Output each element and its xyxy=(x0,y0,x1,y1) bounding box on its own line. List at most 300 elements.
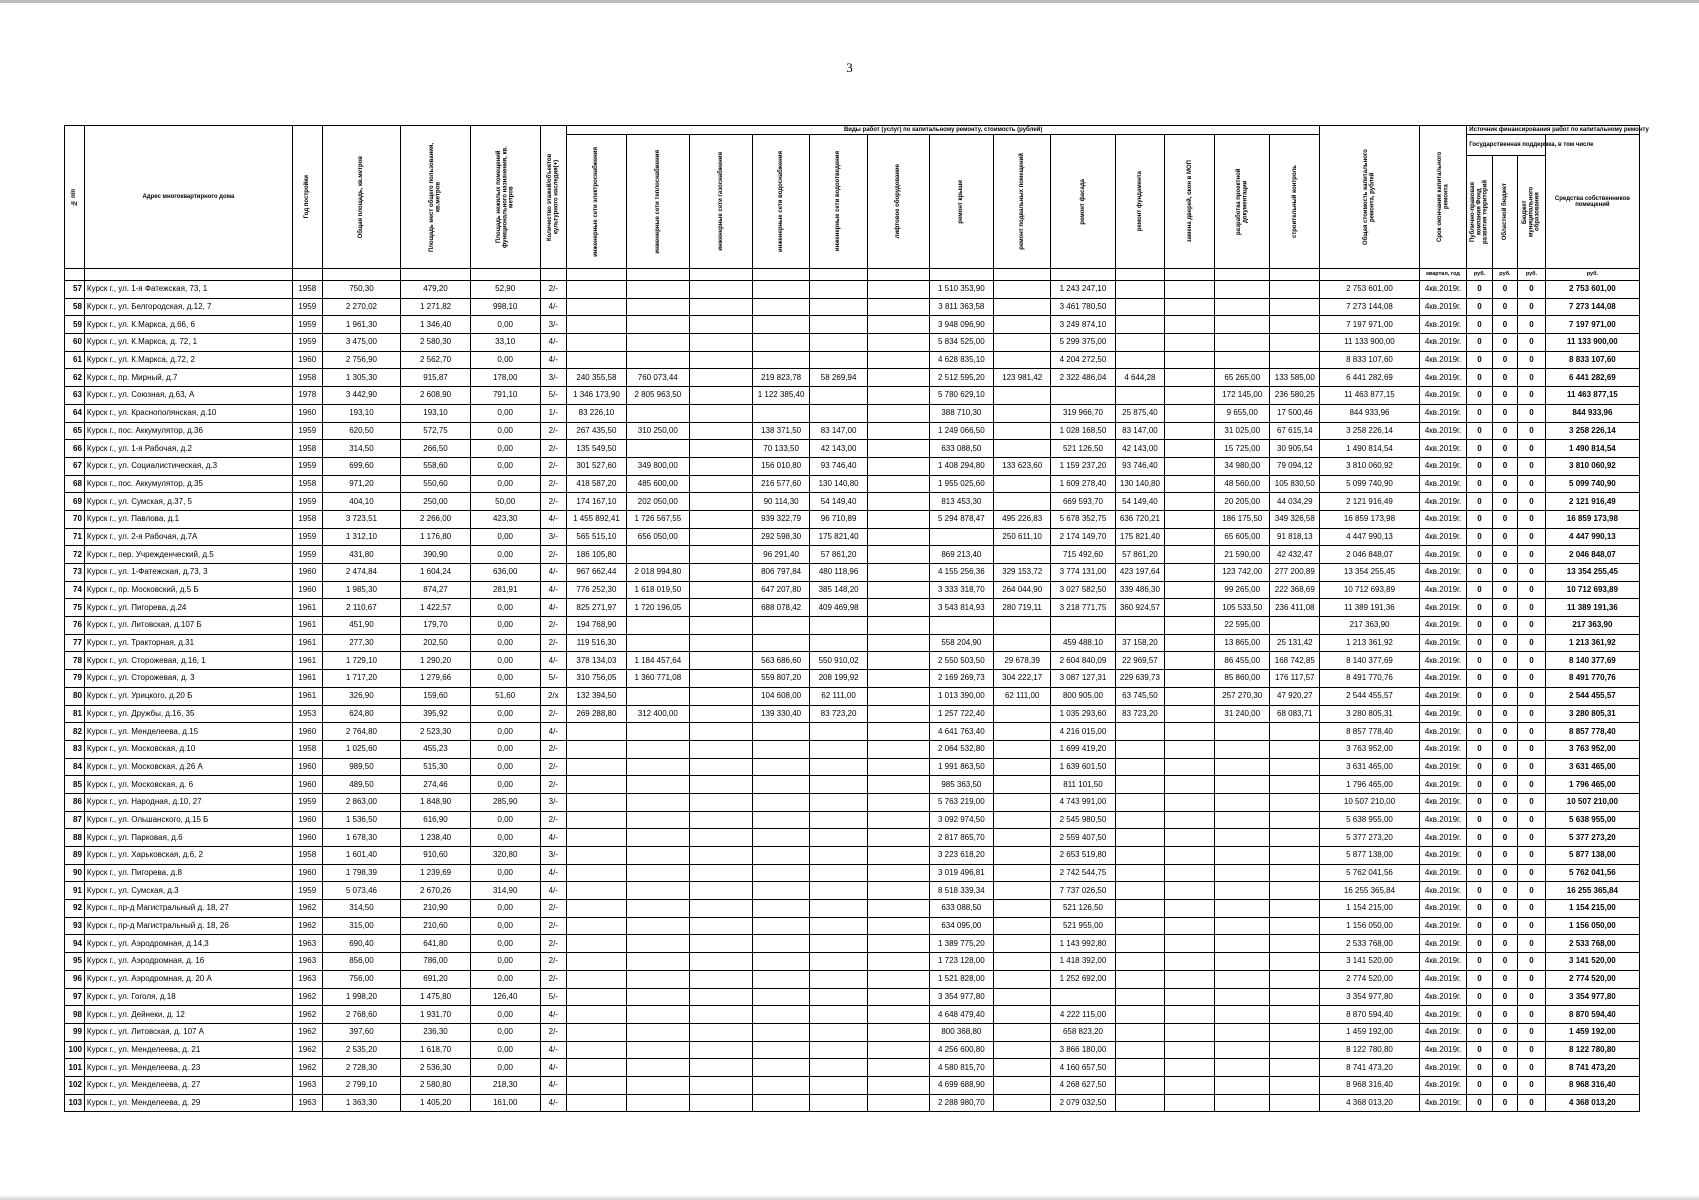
row-deadline: 4кв.2019г. xyxy=(1419,457,1467,475)
row-common-area: 1 279,66 xyxy=(401,670,471,688)
row-municipal: 0 xyxy=(1518,457,1546,475)
row-work-cost xyxy=(810,298,868,316)
row-number: 102 xyxy=(65,1076,85,1094)
row-regional: 0 xyxy=(1492,298,1517,316)
row-work-cost: 236 411,08 xyxy=(1270,599,1320,617)
row-work-cost: 91 818,13 xyxy=(1270,528,1320,546)
row-number: 68 xyxy=(65,475,85,493)
table-row xyxy=(65,882,1640,900)
row-work-cost xyxy=(993,970,1051,988)
row-work-cost xyxy=(867,440,929,458)
row-work-cost: 4 155 256,36 xyxy=(929,564,993,582)
row-total-cost: 3 258 226,14 xyxy=(1320,422,1420,440)
row-work-cost xyxy=(1051,387,1115,405)
row-work-cost: 68 083,71 xyxy=(1270,705,1320,723)
row-work-cost xyxy=(752,900,810,918)
row-work-cost: 636 720,21 xyxy=(1115,510,1165,528)
row-work-cost xyxy=(752,970,810,988)
col-work-header: инженерные сети электроснабжения xyxy=(567,135,627,269)
row-work-cost xyxy=(1270,953,1320,971)
col-floors-header: Количество этажей/объектов культурного наследия(+) xyxy=(540,126,567,269)
row-work-cost xyxy=(567,316,627,334)
row-common-area: 2 523,30 xyxy=(401,723,471,741)
row-work-cost xyxy=(567,935,627,953)
row-work-cost xyxy=(689,475,752,493)
row-work-cost: 5 763 219,00 xyxy=(929,793,993,811)
row-number: 100 xyxy=(65,1041,85,1059)
row-work-cost xyxy=(689,829,752,847)
row-regional: 0 xyxy=(1492,1094,1517,1112)
row-total-cost: 16 255 365,84 xyxy=(1320,882,1420,900)
row-work-cost xyxy=(689,917,752,935)
row-address: Курск г., пр-д Магистральный д. 18, 27 xyxy=(84,900,292,918)
row-work-cost: 1 035 293,60 xyxy=(1051,705,1115,723)
table-row xyxy=(65,917,1640,935)
row-nonres-area: 0,00 xyxy=(470,634,540,652)
row-floors: 2/- xyxy=(540,970,567,988)
row-work-cost xyxy=(567,1076,627,1094)
row-deadline: 4кв.2019г. xyxy=(1419,723,1467,741)
row-common-area: 479,20 xyxy=(401,281,471,299)
row-floors: 4/- xyxy=(540,599,567,617)
row-total-area: 2 756,90 xyxy=(322,351,401,369)
row-work-cost xyxy=(929,528,993,546)
row-work-cost xyxy=(1115,811,1165,829)
row-municipal: 0 xyxy=(1518,281,1546,299)
row-work-cost: 3 354 977,80 xyxy=(929,988,993,1006)
row-year: 1961 xyxy=(292,652,322,670)
row-address: Курск г., ул. Пигорева, д.8 xyxy=(84,864,292,882)
row-work-cost: 9 655,00 xyxy=(1215,404,1270,422)
row-year: 1961 xyxy=(292,687,322,705)
col-common-area-header: Площадь мест общего пользования, кв.метров xyxy=(401,126,471,269)
row-work-cost xyxy=(993,705,1051,723)
row-nonres-area: 218,30 xyxy=(470,1076,540,1094)
row-work-cost xyxy=(1165,935,1215,953)
row-deadline: 4кв.2019г. xyxy=(1419,652,1467,670)
row-year: 1962 xyxy=(292,1041,322,1059)
page-number: 3 xyxy=(846,60,853,75)
row-regional: 0 xyxy=(1492,599,1517,617)
row-work-cost xyxy=(689,1023,752,1041)
row-owners: 1 154 215,00 xyxy=(1545,900,1639,918)
row-deadline: 4кв.2019г. xyxy=(1419,740,1467,758)
row-municipal: 0 xyxy=(1518,440,1546,458)
row-municipal: 0 xyxy=(1518,953,1546,971)
row-work-cost xyxy=(626,917,689,935)
row-municipal: 0 xyxy=(1518,369,1546,387)
row-municipal: 0 xyxy=(1518,740,1546,758)
row-floors: 5/- xyxy=(540,670,567,688)
row-work-cost: 105 533,50 xyxy=(1215,599,1270,617)
row-total-area: 1 601,40 xyxy=(322,847,401,865)
col-num-header: № п/п xyxy=(65,126,85,269)
row-total-area: 1 536,50 xyxy=(322,811,401,829)
row-work-cost xyxy=(689,670,752,688)
row-work-cost: 2 322 486,04 xyxy=(1051,369,1115,387)
row-work-cost xyxy=(1165,670,1215,688)
row-year: 1959 xyxy=(292,546,322,564)
row-work-cost xyxy=(1270,864,1320,882)
row-total-cost: 217 363,90 xyxy=(1320,617,1420,635)
row-work-cost xyxy=(810,1041,868,1059)
row-work-cost xyxy=(626,988,689,1006)
row-floors: 2/- xyxy=(540,422,567,440)
col-nonres-area-header: Площадь нежилых помещений функционального назначения, кв. метров xyxy=(470,126,540,269)
row-total-area: 971,20 xyxy=(322,475,401,493)
row-work-cost: 1 243 247,10 xyxy=(1051,281,1115,299)
row-work-cost xyxy=(867,953,929,971)
row-work-cost xyxy=(689,740,752,758)
row-nonres-area: 0,00 xyxy=(470,404,540,422)
row-year: 1959 xyxy=(292,457,322,475)
row-fund: 0 xyxy=(1467,369,1492,387)
row-owners: 8 122 780,80 xyxy=(1545,1041,1639,1059)
row-work-cost xyxy=(867,1059,929,1077)
row-fund: 0 xyxy=(1467,793,1492,811)
row-regional: 0 xyxy=(1492,510,1517,528)
row-work-cost: 8 518 339,34 xyxy=(929,882,993,900)
row-work-cost: 521 126,50 xyxy=(1051,440,1115,458)
row-floors: 3/- xyxy=(540,528,567,546)
row-work-cost xyxy=(626,723,689,741)
row-work-cost xyxy=(752,334,810,352)
row-address: Курск г., пос. Аккумулятор, д.35 xyxy=(84,475,292,493)
row-year: 1959 xyxy=(292,298,322,316)
row-total-cost: 5 762 041,56 xyxy=(1320,864,1420,882)
row-work-cost: 800 905,00 xyxy=(1051,687,1115,705)
col-work-header: разработка проектной документации xyxy=(1215,135,1270,269)
row-work-cost xyxy=(567,723,627,741)
row-work-cost: 939 322,79 xyxy=(752,510,810,528)
row-total-area: 193,10 xyxy=(322,404,401,422)
row-address: Курск г., ул. Гоголя, д.18 xyxy=(84,988,292,1006)
col-regional-header: Областной бюджет xyxy=(1492,156,1517,269)
row-number: 93 xyxy=(65,917,85,935)
row-owners: 3 810 060,92 xyxy=(1545,457,1639,475)
row-fund: 0 xyxy=(1467,864,1492,882)
row-common-area: 1 931,70 xyxy=(401,1006,471,1024)
row-nonres-area: 0,00 xyxy=(470,316,540,334)
row-work-cost: 1 013 390,00 xyxy=(929,687,993,705)
row-work-cost xyxy=(1270,935,1320,953)
row-work-cost xyxy=(626,847,689,865)
row-total-area: 1 798,39 xyxy=(322,864,401,882)
row-deadline: 4кв.2019г. xyxy=(1419,634,1467,652)
row-fund: 0 xyxy=(1467,1094,1492,1112)
row-work-cost xyxy=(810,404,868,422)
table-row xyxy=(65,457,1640,475)
col-address-header: Адрес многоквартирного дома xyxy=(84,126,292,269)
row-nonres-area: 51,60 xyxy=(470,687,540,705)
row-floors: 2/- xyxy=(540,758,567,776)
row-work-cost: 3 027 582,50 xyxy=(1051,581,1115,599)
row-work-cost xyxy=(810,776,868,794)
row-work-cost xyxy=(810,953,868,971)
row-fund: 0 xyxy=(1467,776,1492,794)
row-owners: 1 459 192,00 xyxy=(1545,1023,1639,1041)
row-nonres-area: 285,90 xyxy=(470,793,540,811)
row-fund: 0 xyxy=(1467,829,1492,847)
row-common-area: 2 562,70 xyxy=(401,351,471,369)
row-number: 99 xyxy=(65,1023,85,1041)
row-work-cost: 2 559 407,50 xyxy=(1051,829,1115,847)
table-row xyxy=(65,422,1640,440)
row-work-cost xyxy=(626,776,689,794)
row-work-cost xyxy=(1215,281,1270,299)
row-number: 57 xyxy=(65,281,85,299)
row-address: Курск г., ул. Менделеева, д. 29 xyxy=(84,1094,292,1112)
row-work-cost xyxy=(1270,281,1320,299)
row-total-area: 1 312,10 xyxy=(322,528,401,546)
row-work-cost xyxy=(1215,811,1270,829)
row-owners: 8 741 473,20 xyxy=(1545,1059,1639,1077)
row-year: 1961 xyxy=(292,599,322,617)
row-work-cost: 669 593,70 xyxy=(1051,493,1115,511)
row-work-cost xyxy=(1270,1006,1320,1024)
row-owners: 2 046 848,07 xyxy=(1545,546,1639,564)
row-work-cost: 1 252 692,00 xyxy=(1051,970,1115,988)
row-work-cost xyxy=(1270,776,1320,794)
row-municipal: 0 xyxy=(1518,1094,1546,1112)
row-work-cost xyxy=(1165,811,1215,829)
row-work-cost: 2 079 032,50 xyxy=(1051,1094,1115,1112)
row-work-cost xyxy=(867,387,929,405)
unit-rub: руб. xyxy=(1467,269,1492,281)
row-fund: 0 xyxy=(1467,422,1492,440)
row-total-cost: 844 933,96 xyxy=(1320,404,1420,422)
row-work-cost: 2 174 149,70 xyxy=(1051,528,1115,546)
row-total-area: 690,40 xyxy=(322,935,401,953)
col-work-header: ремонт крыши xyxy=(929,135,993,269)
row-floors: 4/- xyxy=(540,334,567,352)
row-work-cost xyxy=(567,811,627,829)
row-number: 91 xyxy=(65,882,85,900)
row-work-cost: 86 455,00 xyxy=(1215,652,1270,670)
row-work-cost xyxy=(626,953,689,971)
row-total-area: 2 863,00 xyxy=(322,793,401,811)
row-municipal: 0 xyxy=(1518,864,1546,882)
row-deadline: 4кв.2019г. xyxy=(1419,422,1467,440)
row-fund: 0 xyxy=(1467,528,1492,546)
row-nonres-area: 0,00 xyxy=(470,440,540,458)
row-work-cost xyxy=(1270,882,1320,900)
row-work-cost xyxy=(689,617,752,635)
row-municipal: 0 xyxy=(1518,900,1546,918)
row-municipal: 0 xyxy=(1518,528,1546,546)
row-work-cost: 409 469,98 xyxy=(810,599,868,617)
row-number: 79 xyxy=(65,670,85,688)
table-row xyxy=(65,793,1640,811)
row-floors: 2/- xyxy=(540,1023,567,1041)
row-work-cost xyxy=(810,758,868,776)
row-floors: 4/- xyxy=(540,1041,567,1059)
row-work-cost: 1 609 278,40 xyxy=(1051,475,1115,493)
row-work-cost xyxy=(1165,422,1215,440)
table-row xyxy=(65,617,1640,635)
row-year: 1961 xyxy=(292,634,322,652)
row-nonres-area: 791,10 xyxy=(470,387,540,405)
row-owners: 3 258 226,14 xyxy=(1545,422,1639,440)
row-work-cost xyxy=(1165,316,1215,334)
row-work-cost xyxy=(867,687,929,705)
row-work-cost xyxy=(1215,882,1270,900)
row-work-cost xyxy=(993,493,1051,511)
table-row xyxy=(65,829,1640,847)
row-municipal: 0 xyxy=(1518,847,1546,865)
row-work-cost xyxy=(689,687,752,705)
row-work-cost: 2 604 840,09 xyxy=(1051,652,1115,670)
row-work-cost xyxy=(993,847,1051,865)
row-year: 1978 xyxy=(292,387,322,405)
row-work-cost: 3 811 363,58 xyxy=(929,298,993,316)
row-regional: 0 xyxy=(1492,935,1517,953)
row-work-cost: 329 153,72 xyxy=(993,564,1051,582)
row-work-cost: 3 333 318,70 xyxy=(929,581,993,599)
row-work-cost xyxy=(689,564,752,582)
col-work-header: инженерные сети водоотведения xyxy=(810,135,868,269)
row-work-cost: 42 143,00 xyxy=(1115,440,1165,458)
row-address: Курск г., ул. Дружбы, д.16, 35 xyxy=(84,705,292,723)
row-work-cost: 3 774 131,00 xyxy=(1051,564,1115,582)
row-work-cost xyxy=(689,953,752,971)
row-fund: 0 xyxy=(1467,440,1492,458)
row-municipal: 0 xyxy=(1518,581,1546,599)
row-number: 78 xyxy=(65,652,85,670)
row-work-cost xyxy=(567,1041,627,1059)
row-fund: 0 xyxy=(1467,723,1492,741)
row-work-cost xyxy=(567,1006,627,1024)
row-work-cost xyxy=(810,988,868,1006)
row-work-cost: 83 723,20 xyxy=(1115,705,1165,723)
row-work-cost xyxy=(867,705,929,723)
row-total-area: 750,30 xyxy=(322,281,401,299)
row-work-cost xyxy=(626,617,689,635)
row-work-cost xyxy=(810,723,868,741)
row-nonres-area: 0,00 xyxy=(470,617,540,635)
row-fund: 0 xyxy=(1467,281,1492,299)
row-work-cost xyxy=(1270,988,1320,1006)
row-work-cost xyxy=(1115,281,1165,299)
unit-rub: руб. xyxy=(1545,269,1639,281)
row-municipal: 0 xyxy=(1518,422,1546,440)
row-deadline: 4кв.2019г. xyxy=(1419,988,1467,1006)
row-common-area: 910,60 xyxy=(401,847,471,865)
row-owners: 2 753 601,00 xyxy=(1545,281,1639,299)
row-work-cost: 967 662,44 xyxy=(567,564,627,582)
row-number: 65 xyxy=(65,422,85,440)
row-year: 1958 xyxy=(292,369,322,387)
row-work-cost xyxy=(626,1094,689,1112)
row-work-cost xyxy=(1215,847,1270,865)
row-nonres-area: 0,00 xyxy=(470,1006,540,1024)
row-address: Курск г., ул. Павлова, д.1 xyxy=(84,510,292,528)
row-number: 67 xyxy=(65,457,85,475)
row-work-cost xyxy=(567,758,627,776)
row-work-cost: 1 510 353,90 xyxy=(929,281,993,299)
row-floors: 4/- xyxy=(540,1094,567,1112)
row-work-cost: 79 094,12 xyxy=(1270,457,1320,475)
row-work-cost xyxy=(1215,864,1270,882)
row-work-cost xyxy=(1270,811,1320,829)
row-work-cost xyxy=(1115,847,1165,865)
row-work-cost: 37 158,20 xyxy=(1115,634,1165,652)
row-address: Курск г., ул. Пигорева, д.24 xyxy=(84,599,292,617)
row-nonres-area: 0,00 xyxy=(470,475,540,493)
row-municipal: 0 xyxy=(1518,564,1546,582)
row-total-area: 2 768,60 xyxy=(322,1006,401,1024)
row-work-cost: 83 147,00 xyxy=(810,422,868,440)
row-total-cost: 3 141 520,00 xyxy=(1320,953,1420,971)
row-work-cost: 104 608,00 xyxy=(752,687,810,705)
row-deadline: 4кв.2019г. xyxy=(1419,847,1467,865)
row-work-cost xyxy=(1165,864,1215,882)
row-work-cost: 67 615,14 xyxy=(1270,422,1320,440)
row-total-cost: 13 354 255,45 xyxy=(1320,564,1420,582)
row-owners: 217 363,90 xyxy=(1545,617,1639,635)
table-row xyxy=(65,687,1640,705)
row-work-cost xyxy=(689,334,752,352)
row-work-cost xyxy=(993,634,1051,652)
row-work-cost xyxy=(1270,829,1320,847)
row-floors: 4/- xyxy=(540,1006,567,1024)
row-owners: 3 631 465,00 xyxy=(1545,758,1639,776)
row-work-cost xyxy=(810,334,868,352)
row-work-cost xyxy=(810,634,868,652)
row-work-cost: 277 200,89 xyxy=(1270,564,1320,582)
row-year: 1962 xyxy=(292,988,322,1006)
row-work-cost xyxy=(752,617,810,635)
row-work-cost xyxy=(993,1076,1051,1094)
row-work-cost: 4 699 688,90 xyxy=(929,1076,993,1094)
row-work-cost: 633 088,50 xyxy=(929,900,993,918)
row-work-cost: 1 408 294,80 xyxy=(929,457,993,475)
row-work-cost: 139 330,40 xyxy=(752,705,810,723)
row-work-cost xyxy=(689,387,752,405)
row-total-cost: 3 280 805,31 xyxy=(1320,705,1420,723)
row-work-cost xyxy=(689,581,752,599)
row-work-cost: 4 743 991,00 xyxy=(1051,793,1115,811)
row-work-cost xyxy=(993,334,1051,352)
row-regional: 0 xyxy=(1492,440,1517,458)
row-regional: 0 xyxy=(1492,564,1517,582)
row-regional: 0 xyxy=(1492,705,1517,723)
row-work-cost: 202 050,00 xyxy=(626,493,689,511)
row-total-cost: 2 544 455,57 xyxy=(1320,687,1420,705)
row-floors: 3/- xyxy=(540,793,567,811)
row-work-cost xyxy=(689,1076,752,1094)
row-address: Курск г., ул. Московская, д.10 xyxy=(84,740,292,758)
row-work-cost: 2 805 963,50 xyxy=(626,387,689,405)
col-work-header: инженерные сети газоснабжения xyxy=(689,135,752,269)
row-common-area: 915,87 xyxy=(401,369,471,387)
row-work-cost xyxy=(810,829,868,847)
row-common-area: 1 271,82 xyxy=(401,298,471,316)
row-work-cost: 42 432,47 xyxy=(1270,546,1320,564)
row-work-cost xyxy=(626,1006,689,1024)
row-municipal: 0 xyxy=(1518,1023,1546,1041)
row-work-cost xyxy=(752,953,810,971)
row-deadline: 4кв.2019г. xyxy=(1419,776,1467,794)
row-regional: 0 xyxy=(1492,970,1517,988)
row-owners: 844 933,96 xyxy=(1545,404,1639,422)
row-nonres-area: 0,00 xyxy=(470,864,540,882)
row-total-area: 2 728,30 xyxy=(322,1059,401,1077)
row-work-cost xyxy=(1270,334,1320,352)
row-total-cost: 10 507 210,00 xyxy=(1320,793,1420,811)
row-work-cost: 4 204 272,50 xyxy=(1051,351,1115,369)
row-common-area: 572,75 xyxy=(401,422,471,440)
